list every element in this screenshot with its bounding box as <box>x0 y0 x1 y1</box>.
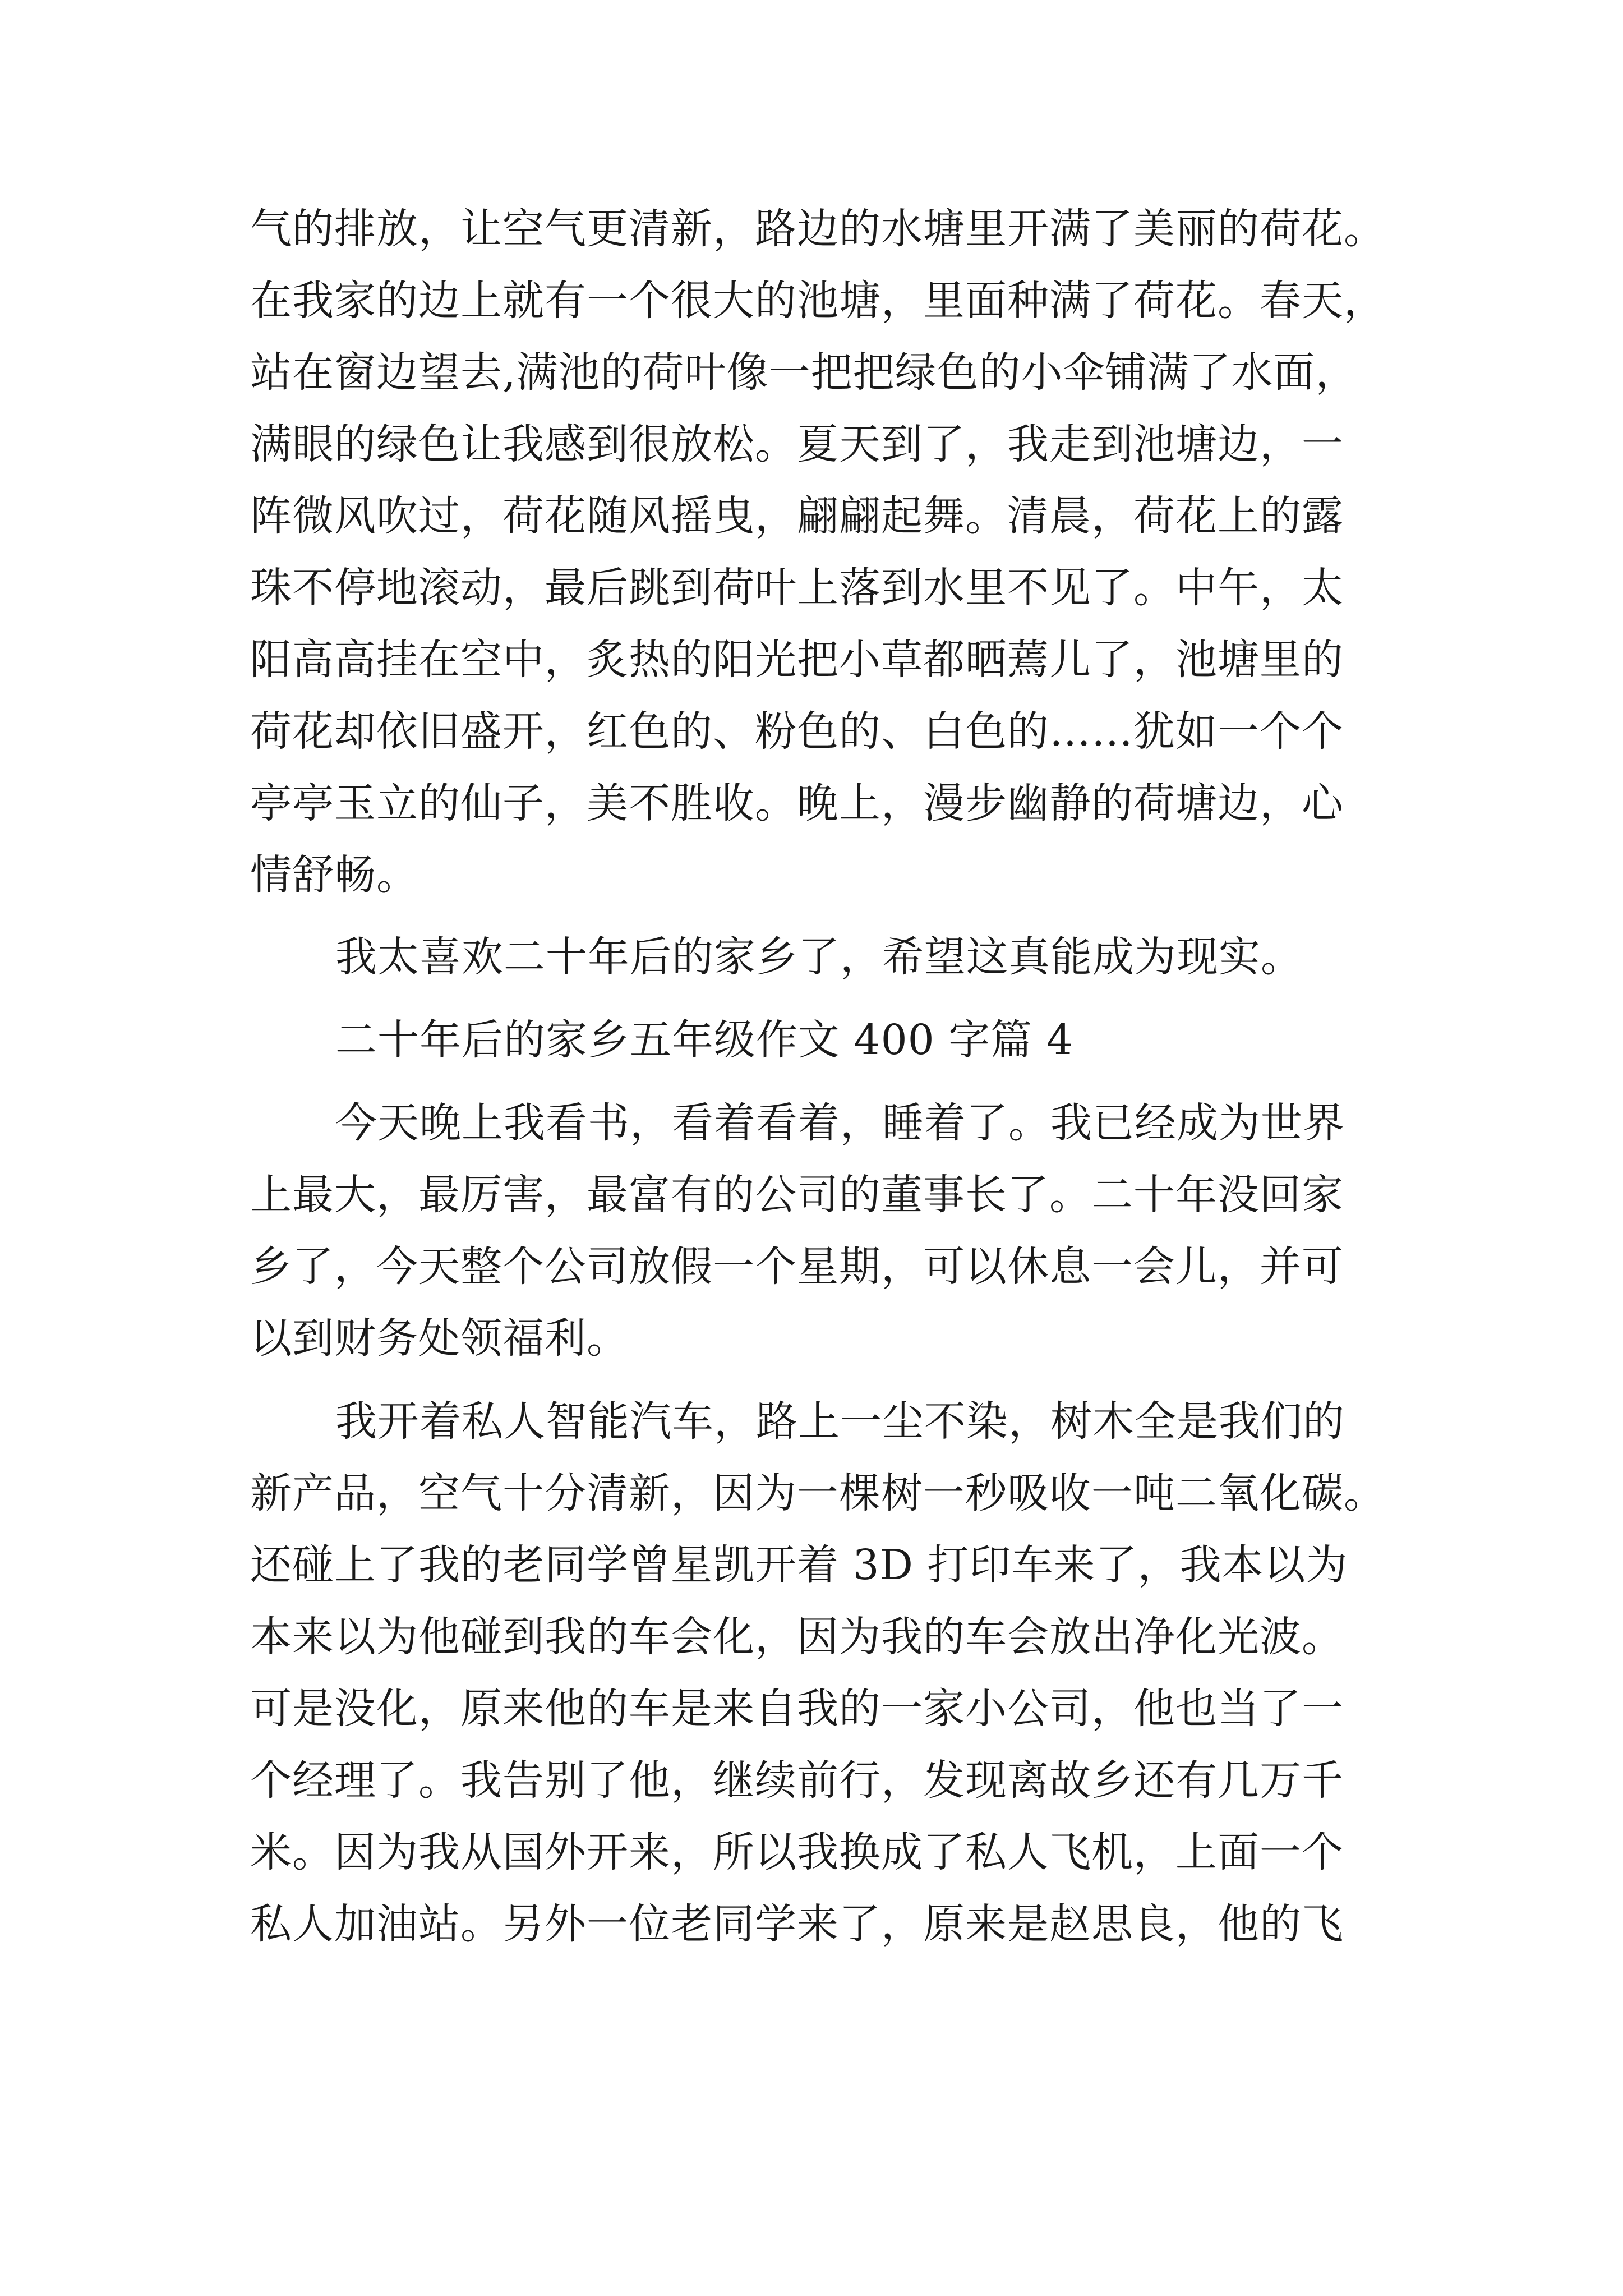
paragraph-start-line: 今天晚上我看书，看着看着，睡着了。我已经成为世界 <box>335 1099 1345 1147</box>
paragraph-start-line: 我开着私人智能汽车，路上一尘不染，树木全是我们的 <box>335 1397 1345 1446</box>
text-line: 亭亭玉立的仙子，美不胜收。晚上，漫步幽静的荷塘边，心 <box>250 779 1344 827</box>
text-line: 满眼的绿色让我感到很放松。夏天到了，我走到池塘边，一 <box>250 420 1344 468</box>
text-line: 珠不停地滚动，最后跳到荷叶上落到水里不见了。中午，太 <box>250 564 1344 612</box>
text-line: 本来以为他碰到我的车会化，因为我的车会放出净化光波。 <box>250 1613 1344 1661</box>
text-line: 还碰上了我的老同学曾星凯开着 3D 打印车来了，我本以为 <box>250 1541 1348 1589</box>
text-line: 阳高高挂在空中，炙热的阳光把小草都晒蔫儿了，池塘里的 <box>250 636 1344 684</box>
text-line: 私人加油站。另外一位老同学来了，原来是赵思良，他的飞 <box>250 1900 1344 1948</box>
paragraph-start-line: 我太喜欢二十年后的家乡了，希望这真能成为现实。 <box>335 933 1303 981</box>
text-line: 可是没化，原来他的车是来自我的一家小公司，他也当了一 <box>250 1685 1344 1733</box>
text-line: 米。因为我从国外开来，所以我换成了私人飞机，上面一个 <box>250 1828 1344 1876</box>
text-line: 新产品，空气十分清新，因为一棵树一秒吸收一吨二氧化碳。 <box>250 1469 1386 1517</box>
text-line: 情舒畅。 <box>250 851 418 899</box>
text-line: 个经理了。我告别了他，继续前行，发现离故乡还有几万千 <box>250 1756 1344 1805</box>
text-line: 在我家的边上就有一个很大的池塘，里面种满了荷花。春天， <box>250 277 1386 325</box>
text-line: 气的排放，让空气更清新，路边的水塘里开满了美丽的荷花。 <box>250 205 1386 253</box>
section-heading: 二十年后的家乡五年级作文 400 字篇 4 <box>335 1016 1073 1064</box>
text-line: 上最大，最厉害，最富有的公司的董事长了。二十年没回家 <box>250 1171 1344 1219</box>
text-line: 以到财务处领福利。 <box>250 1314 629 1363</box>
text-line: 阵微风吹过，荷花随风摇曳，翩翩起舞。清晨，荷花上的露 <box>250 492 1344 540</box>
text-line: 荷花却依旧盛开，红色的、粉色的、白色的……犹如一个个 <box>250 707 1344 756</box>
text-line: 乡了，今天整个公司放假一个星期，可以休息一会儿，并可 <box>250 1243 1344 1291</box>
text-line: 站在窗边望去,满池的荷叶像一把把绿色的小伞铺满了水面， <box>250 348 1358 397</box>
